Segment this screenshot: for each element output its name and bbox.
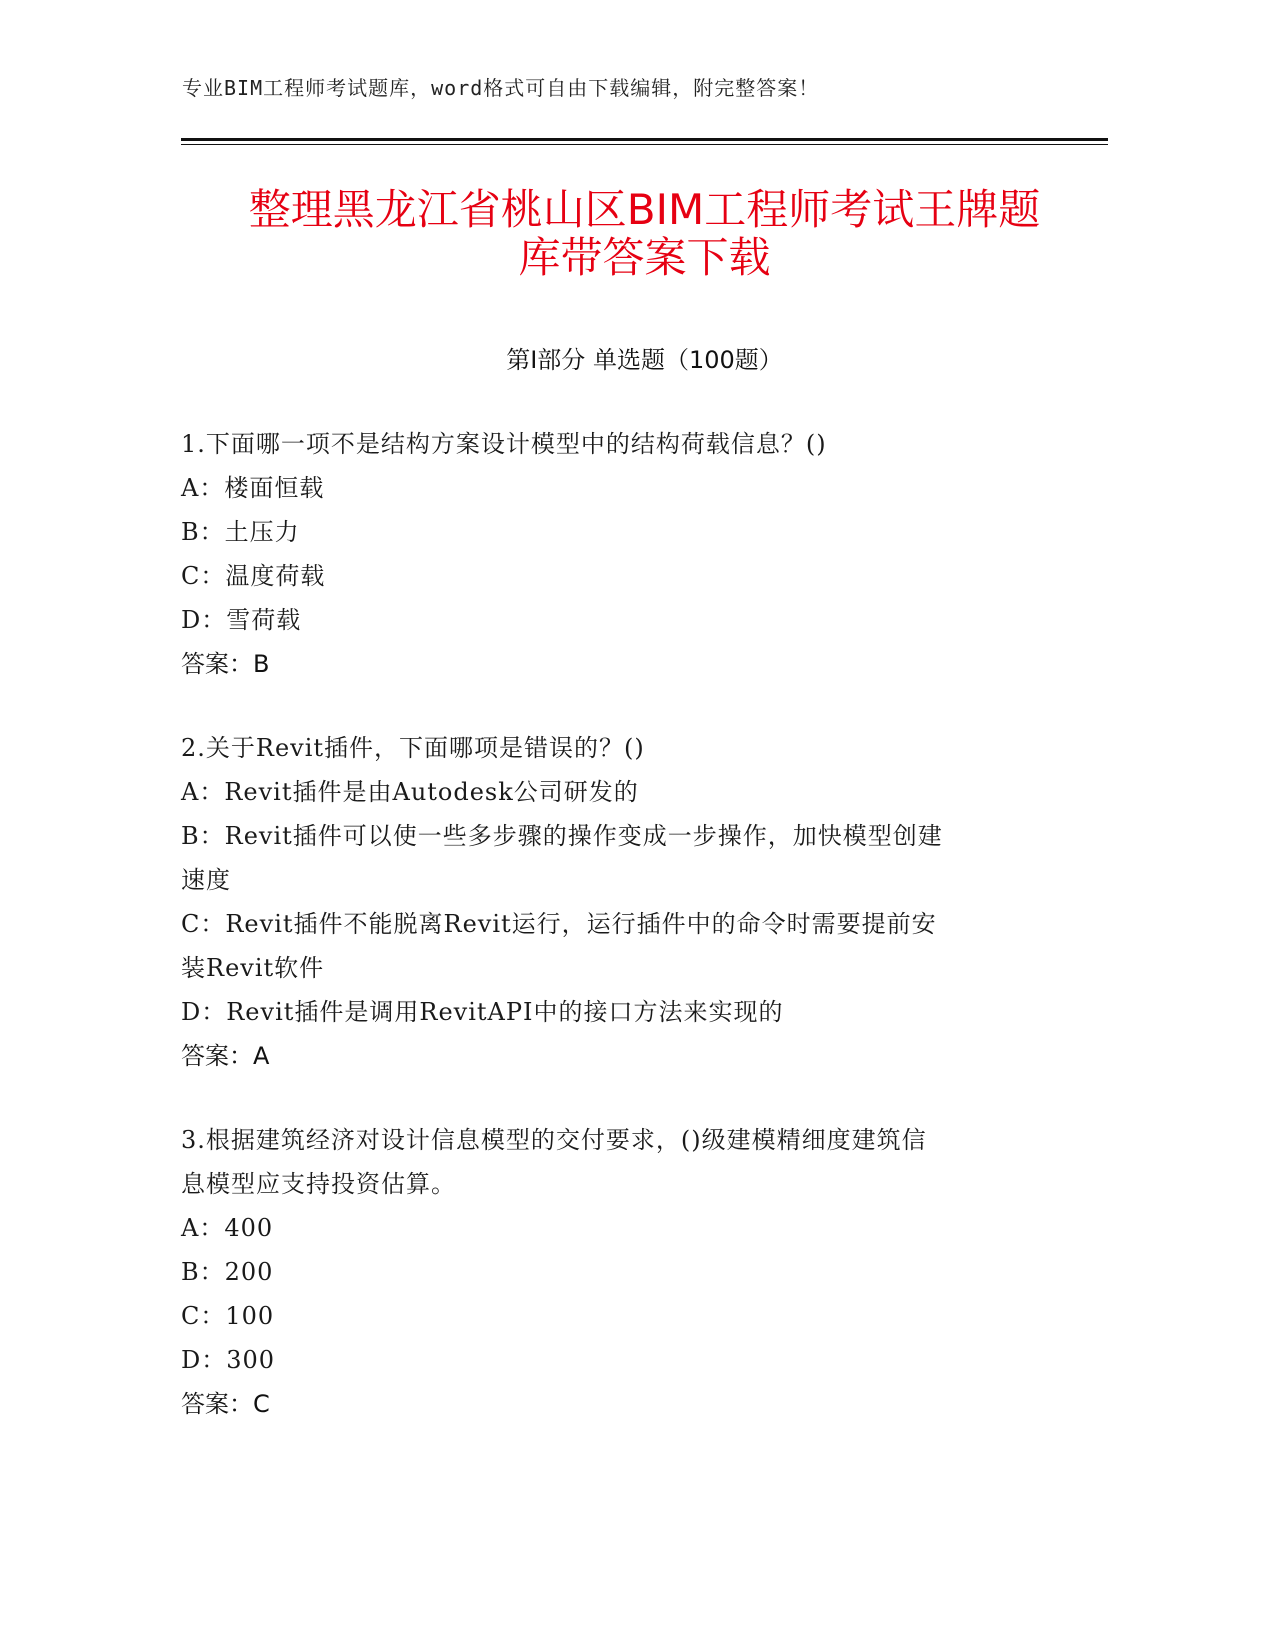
header-note: 专业BIM工程师考试题库，word格式可自由下载编辑，附完整答案！ bbox=[182, 76, 820, 100]
question-option: A：楼面恒载 bbox=[181, 474, 325, 502]
question-option: B：200 bbox=[181, 1258, 274, 1286]
question-option: 装Revit软件 bbox=[181, 954, 325, 982]
question-stem: 2.关于Revit插件，下面哪项是错误的？() bbox=[181, 734, 645, 762]
question-block bbox=[181, 422, 1041, 686]
question-stem: 1.下面哪一项不是结构方案设计模型中的结构荷载信息？() bbox=[181, 430, 827, 458]
question-option: C：温度荷载 bbox=[181, 562, 326, 590]
answer-key: 答案：C bbox=[181, 1390, 270, 1418]
question-option: D：300 bbox=[181, 1346, 276, 1374]
question-option: A：Revit插件是由Autodesk公司研发的 bbox=[181, 778, 639, 806]
question-option: B：土压力 bbox=[181, 518, 300, 546]
title-line-2: 库带答案下载 bbox=[518, 233, 771, 282]
answer-key: 答案：B bbox=[181, 650, 270, 678]
header-rule-thin bbox=[181, 144, 1108, 145]
question-option: A：400 bbox=[181, 1214, 274, 1242]
question-block bbox=[181, 726, 1041, 1078]
question-stem: 息模型应支持投资估算。 bbox=[181, 1170, 456, 1198]
question-list bbox=[181, 422, 1041, 1466]
section-title: 第Ⅰ部分 单选题（100题） bbox=[506, 346, 783, 374]
question-option: C：Revit插件不能脱离Revit运行，运行插件中的命令时需要提前安 bbox=[181, 910, 937, 938]
question-option: C：100 bbox=[181, 1302, 275, 1330]
question-block bbox=[181, 1118, 1041, 1426]
question-stem: 3.根据建筑经济对设计信息模型的交付要求，()级建模精细度建筑信 bbox=[181, 1126, 927, 1154]
answer-key: 答案：A bbox=[181, 1042, 270, 1070]
question-option: B：Revit插件可以使一些多步骤的操作变成一步操作，加快模型创建 bbox=[181, 822, 943, 850]
title-line-1: 整理黑龙江省桃山区BIM工程师考试王牌题 bbox=[248, 185, 1041, 234]
question-option: D：雪荷载 bbox=[181, 606, 302, 634]
document-title bbox=[181, 186, 1108, 282]
header-rule-thick bbox=[181, 138, 1108, 141]
question-option: D：Revit插件是调用RevitAPI中的接口方法来实现的 bbox=[181, 998, 784, 1026]
question-option: 速度 bbox=[181, 866, 231, 894]
